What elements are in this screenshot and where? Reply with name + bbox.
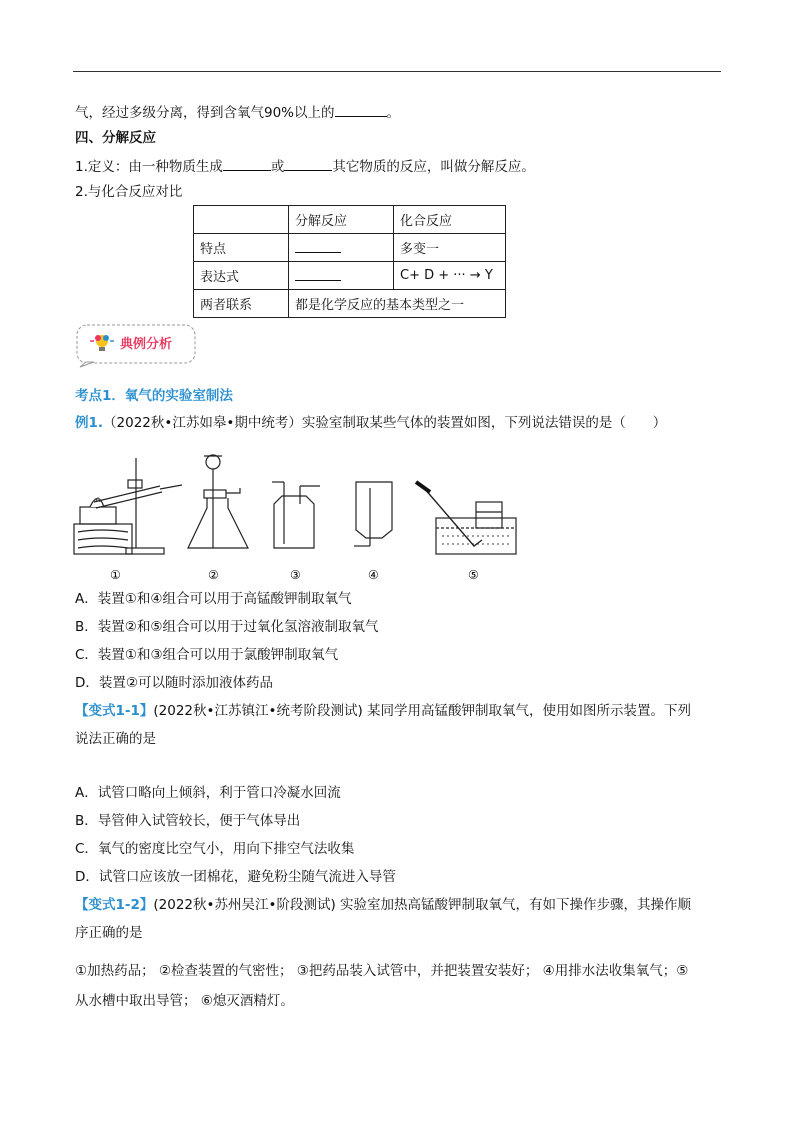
figure-label: ② bbox=[208, 568, 219, 582]
answer-blank bbox=[295, 238, 341, 253]
table-cell: C+ D + ··· → Y bbox=[394, 262, 506, 290]
option-item: B．装置②和⑤组合可以用于过氧化氢溶液制取氧气 bbox=[75, 619, 379, 635]
table-row bbox=[194, 290, 506, 318]
compare-title: 2.与化合反应对比 bbox=[75, 184, 183, 200]
figure-label: ③ bbox=[290, 568, 301, 582]
option-item: A．装置①和④组合可以用于高锰酸钾制取氧气 bbox=[75, 591, 352, 607]
table-cell bbox=[194, 206, 289, 234]
variant-1-1-stem: 【变式1-1】(2022秋•江苏镇江•统考阶段测试) 某同学用高锰酸钾制取氧气，使用如图所示装置。下列 bbox=[75, 703, 691, 719]
table-header-row bbox=[194, 206, 506, 234]
variant-label: 【变式1-2】 bbox=[75, 897, 154, 913]
answer-blank bbox=[295, 266, 341, 281]
example-label: 例1. bbox=[75, 415, 104, 431]
table-cell: 多变一 bbox=[394, 234, 506, 262]
continuation-line: 气，经过多级分离，得到含氧气90%以上的 。 bbox=[75, 102, 400, 123]
table-row bbox=[194, 262, 506, 290]
table-row-label: 特点 bbox=[194, 234, 289, 262]
variant-1-1-stem-cont: 说法正确的是 bbox=[75, 731, 156, 747]
example-analysis-badge bbox=[76, 324, 200, 372]
table-cell bbox=[289, 234, 394, 262]
variant-1-2-stem: 【变式1-2】(2022秋•苏州吴江•阶段测试) 实验室加热高锰酸钾制取氧气，有如下操作步骤，其操作顺 bbox=[75, 897, 691, 913]
figure-label: ① bbox=[110, 568, 121, 582]
variant-label: 【变式1-1】 bbox=[75, 703, 154, 719]
option-item: D．装置②可以随时添加液体药品 bbox=[75, 675, 273, 691]
option-item: A．试管口略向上倾斜，利于管口冷凝水回流 bbox=[75, 785, 341, 801]
comparison-table bbox=[193, 205, 506, 318]
gas-bottle-icon bbox=[272, 482, 320, 548]
table-row-label: 表达式 bbox=[194, 262, 289, 290]
table-header-cell: 分解反应 bbox=[289, 206, 394, 234]
inverted-bottle-icon bbox=[354, 482, 392, 546]
variant-1-2-stem-cont: 序正确的是 bbox=[75, 925, 143, 941]
section-heading: 四、分解反应 bbox=[75, 130, 156, 146]
header-rule bbox=[73, 71, 721, 72]
heating-apparatus-icon bbox=[74, 458, 182, 554]
steps-line: 从水槽中取出导管； ⑥熄灭酒精灯。 bbox=[75, 993, 294, 1009]
figure-label: ④ bbox=[368, 568, 379, 582]
apparatus-figure bbox=[70, 452, 530, 588]
example1-stem: 例1.（2022秋•江苏如皋•期中统考）实验室制取某些气体的装置如图，下列说法错误的是（ ） bbox=[75, 415, 667, 431]
table-cell bbox=[289, 262, 394, 290]
badge-text: 典例分析 bbox=[120, 337, 173, 352]
conical-flask-icon bbox=[188, 455, 248, 548]
definition-line: 1.定义：由一种物质生成 或 其它物质的反应，叫做分解反应。 bbox=[75, 156, 535, 177]
option-item: C．装置①和③组合可以用于氯酸钾制取氧气 bbox=[75, 647, 339, 663]
table-header-cell: 化合反应 bbox=[394, 206, 506, 234]
table-row-label: 两者联系 bbox=[194, 290, 289, 318]
answer-blank bbox=[284, 156, 332, 171]
answer-blank bbox=[223, 156, 271, 171]
table-merged-cell: 都是化学反应的基本类型之一 bbox=[289, 290, 506, 318]
answer-blank bbox=[335, 102, 387, 117]
water-trough-icon bbox=[416, 482, 516, 554]
continuation-text: 气，经过多级分离，得到含氧气90%以上的 bbox=[75, 105, 335, 121]
option-item: B．导管伸入试管较长，便于气体导出 bbox=[75, 813, 301, 829]
option-item: C．氧气的密度比空气小，用向下排空气法收集 bbox=[75, 841, 355, 857]
figure-label: ⑤ bbox=[468, 568, 479, 582]
steps-line: ①加热药品； ②检查装置的气密性； ③把药品装入试管中，并把装置安装好； ④用排水法收集氧气；⑤ bbox=[75, 963, 689, 979]
table-row bbox=[194, 234, 506, 262]
kaodian-heading: 考点1．氧气的实验室制法 bbox=[75, 388, 233, 404]
option-item: D．试管口应该放一团棉花，避免粉尘随气流进入导管 bbox=[75, 869, 396, 885]
